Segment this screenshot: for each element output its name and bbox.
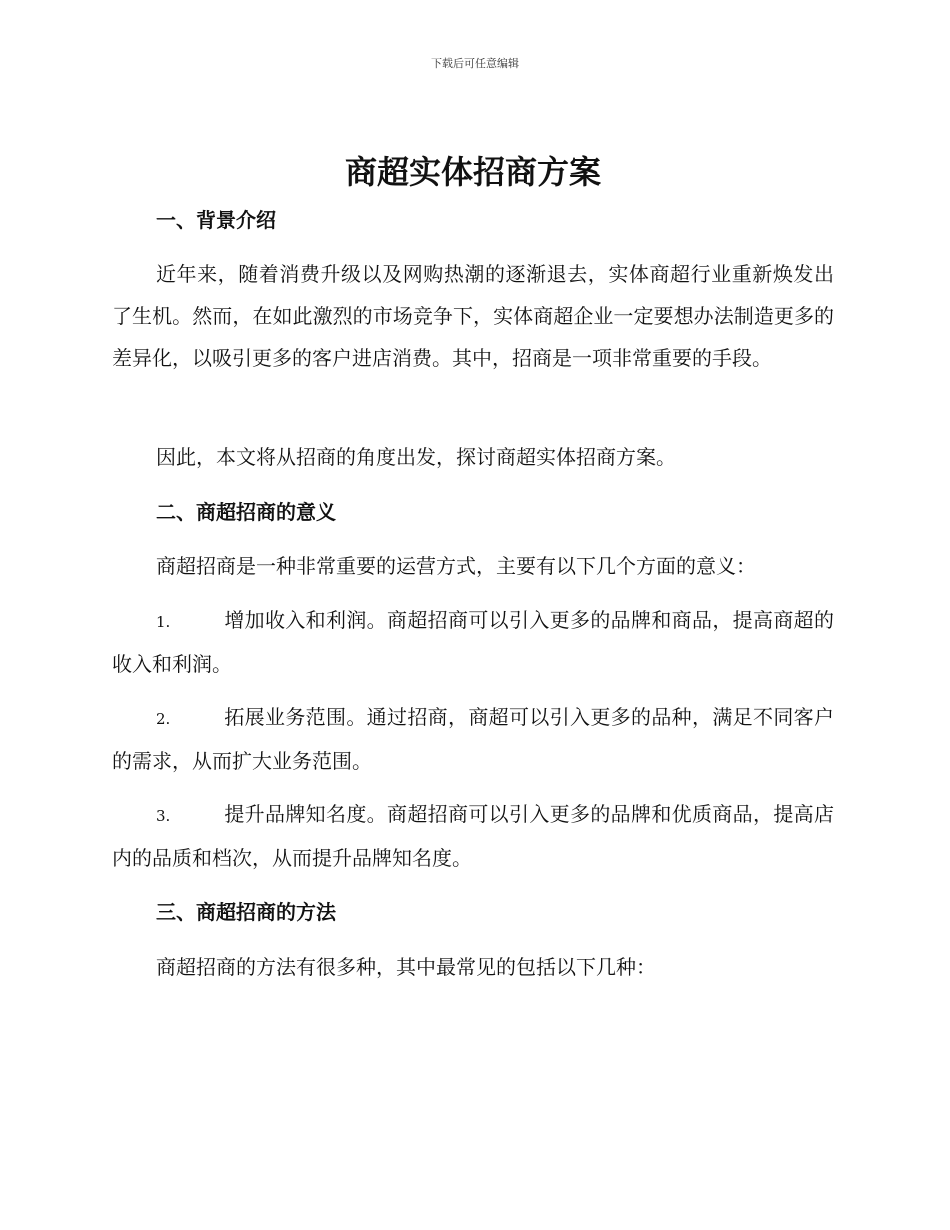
- list-item-number: 2.: [156, 710, 171, 728]
- list-item-number: 3.: [156, 807, 171, 825]
- document-title: 商超实体招商方案: [344, 153, 601, 191]
- list-item-text: 拓展业务范围。通过招商，商超可以引入更多的品种，满足不同客户的需求，从而扩大业务范围。: [112, 705, 834, 773]
- list-item-text: 增加收入和利润。商超招商可以引入更多的品牌和商品，提高商超的收入和利润。: [112, 608, 834, 676]
- paragraph-purpose: 因此，本文将从招商的角度出发，探讨商超实体招商方案。: [156, 445, 676, 469]
- list-item-text: 提升品牌知名度。商超招商可以引入更多的品牌和优质商品，提高店内的品质和档次，从而提升品牌知名度。: [112, 802, 834, 870]
- paragraph-significance-intro: 商超招商是一种非常重要的运营方式，主要有以下几个方面的意义：: [156, 554, 756, 578]
- section-heading-methods: 三、商超招商的方法: [156, 900, 336, 924]
- section-heading-significance: 二、商超招商的意义: [156, 500, 336, 524]
- page-header-note: 下载后可任意编辑: [431, 57, 519, 70]
- paragraph-methods-intro: 商超招商的方法有很多种，其中最常见的包括以下几种：: [156, 955, 656, 979]
- list-item: [112, 599, 834, 685]
- section-heading-background: 一、背景介绍: [156, 208, 276, 232]
- paragraph-background: 近年来，随着消费升级以及网购热潮的逐渐退去，实体商超行业重新焕发出了生机。然而，在如此激烈的市场竞争下，实体商超企业一定要想办法制造更多的差异化，以吸引更多的客户进店消费。其中，招商是一项非常重要的手段。: [112, 262, 834, 370]
- list-item: [112, 793, 834, 879]
- list-item: [112, 696, 834, 782]
- list-item-number: 1.: [156, 613, 171, 631]
